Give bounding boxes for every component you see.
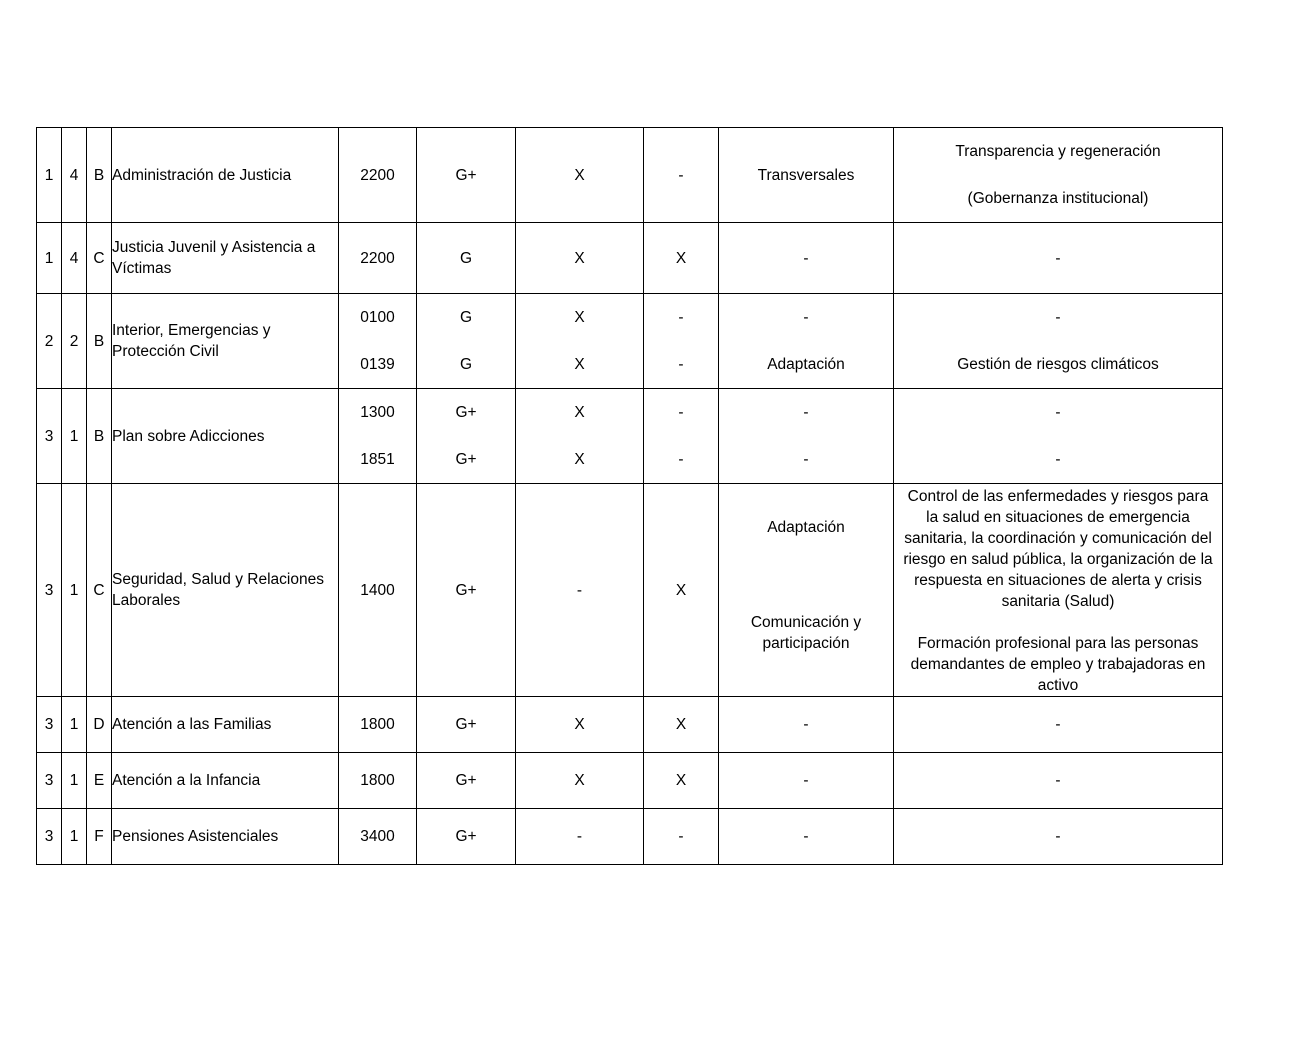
mark-2-cell xyxy=(644,294,719,389)
area-b-cell: - xyxy=(894,809,1223,865)
col-2-cell: 1 xyxy=(62,484,87,697)
code-line: 1851 xyxy=(360,451,395,468)
area-b-cell: - xyxy=(894,753,1223,809)
program-name-cell: Seguridad, Salud y Relaciones Laborales xyxy=(112,484,339,697)
area-b-paragraph-1: Control de las enfermedades y riesgos para la salud en situaciones de emergencia sanitaria, la coordinación y comunicación del riesgo en salud pública, la organización de la respuesta en situaciones de alerta y crisis sanitaria (Salud) xyxy=(903,488,1213,610)
mark-1-line: X xyxy=(574,356,585,373)
col-3-cell: F xyxy=(87,809,112,865)
area-b-cell: - xyxy=(894,697,1223,753)
code-line: 0139 xyxy=(360,356,395,373)
col-2-cell: 4 xyxy=(62,128,87,223)
tag-line: G+ xyxy=(455,451,477,468)
tag-line: G xyxy=(459,309,473,326)
tag-cell xyxy=(417,389,516,484)
tag-cell: G+ xyxy=(417,809,516,865)
mark-1-cell: X xyxy=(516,223,644,294)
area-a-cell: - xyxy=(719,809,894,865)
col-3-cell: E xyxy=(87,753,112,809)
mark-1-cell xyxy=(516,294,644,389)
tag-line: G+ xyxy=(455,404,477,421)
area-a-cell xyxy=(719,389,894,484)
mark-2-cell: - xyxy=(644,128,719,223)
program-name-cell: Plan sobre Adicciones xyxy=(112,389,339,484)
mark-1-cell xyxy=(516,389,644,484)
program-name-cell: Atención a las Familias xyxy=(112,697,339,753)
area-a-cell: - xyxy=(719,697,894,753)
col-2-cell: 4 xyxy=(62,223,87,294)
program-name-cell: Administración de Justicia xyxy=(112,128,339,223)
area-b-paragraph-2: Formación profesional para las personas demandantes de empleo y trabajadoras en activo xyxy=(910,635,1206,694)
col-1-cell: 1 xyxy=(37,223,62,294)
tag-cell: G xyxy=(417,223,516,294)
table-row xyxy=(37,697,1223,753)
col-3-cell: D xyxy=(87,697,112,753)
mark-1-cell: X xyxy=(516,128,644,223)
area-b-line-2: (Gobernanza institucional) xyxy=(967,190,1149,207)
code-line: 1300 xyxy=(360,404,395,421)
mark-1-line: X xyxy=(574,451,585,468)
area-b-cell xyxy=(894,484,1223,697)
tag-line: G xyxy=(459,356,473,373)
mark-2-cell: X xyxy=(644,697,719,753)
area-a-line: - xyxy=(803,309,809,326)
col-3-cell: C xyxy=(87,484,112,697)
mark-2-cell: - xyxy=(644,809,719,865)
mark-2-line: - xyxy=(678,404,684,421)
table-row xyxy=(37,128,1223,223)
area-b-line: Gestión de riesgos climáticos xyxy=(957,356,1159,373)
code-cell: 1800 xyxy=(339,697,417,753)
col-2-cell: 2 xyxy=(62,294,87,389)
code-cell: 3400 xyxy=(339,809,417,865)
area-b-line: - xyxy=(1055,404,1061,421)
col-2-cell: 1 xyxy=(62,809,87,865)
col-1-cell: 1 xyxy=(37,128,62,223)
mark-1-line: X xyxy=(574,309,585,326)
program-name-cell: Atención a la Infancia xyxy=(112,753,339,809)
col-2-cell: 1 xyxy=(62,697,87,753)
tag-cell: G+ xyxy=(417,484,516,697)
area-a-cell xyxy=(719,484,894,697)
table-row xyxy=(37,484,1223,697)
code-cell: 2200 xyxy=(339,223,417,294)
area-a-line-1: Adaptación xyxy=(767,518,845,536)
mark-2-line: - xyxy=(678,451,684,468)
col-1-cell: 3 xyxy=(37,484,62,697)
area-b-line: - xyxy=(1055,451,1061,468)
table-row xyxy=(37,809,1223,865)
program-name-cell: Interior, Emergencias y Protección Civil xyxy=(112,294,339,389)
area-a-line-2: Comunicación y participación xyxy=(750,614,862,652)
mark-2-line: - xyxy=(678,309,684,326)
col-3-cell: B xyxy=(87,294,112,389)
area-a-line: - xyxy=(803,451,809,468)
col-2-cell: 1 xyxy=(62,389,87,484)
area-a-line: - xyxy=(803,404,809,421)
col-3-cell: B xyxy=(87,128,112,223)
mark-2-cell: X xyxy=(644,223,719,294)
col-2-cell: 1 xyxy=(62,753,87,809)
mark-2-cell: X xyxy=(644,753,719,809)
mark-1-cell: X xyxy=(516,753,644,809)
mark-1-cell: - xyxy=(516,809,644,865)
area-a-line: Adaptación xyxy=(767,356,845,373)
table-row xyxy=(37,294,1223,389)
area-b-cell xyxy=(894,389,1223,484)
mark-1-cell: - xyxy=(516,484,644,697)
tag-cell: G+ xyxy=(417,697,516,753)
col-1-cell: 3 xyxy=(37,809,62,865)
col-1-cell: 3 xyxy=(37,753,62,809)
table-row xyxy=(37,389,1223,484)
code-cell xyxy=(339,389,417,484)
mark-1-line: X xyxy=(574,404,585,421)
area-a-cell: - xyxy=(719,753,894,809)
code-cell xyxy=(339,294,417,389)
area-b-cell: - xyxy=(894,223,1223,294)
col-3-cell: C xyxy=(87,223,112,294)
area-a-cell: Transversales xyxy=(719,128,894,223)
area-b-cell xyxy=(894,294,1223,389)
tag-cell: G+ xyxy=(417,128,516,223)
area-a-cell: - xyxy=(719,223,894,294)
area-b-line: - xyxy=(1055,309,1061,326)
area-a-cell xyxy=(719,294,894,389)
table-row xyxy=(37,223,1223,294)
col-1-cell: 3 xyxy=(37,389,62,484)
program-name-cell: Pensiones Asistenciales xyxy=(112,809,339,865)
col-1-cell: 3 xyxy=(37,697,62,753)
mark-2-cell xyxy=(644,389,719,484)
table-row xyxy=(37,753,1223,809)
tag-cell xyxy=(417,294,516,389)
area-b-cell xyxy=(894,128,1223,223)
col-1-cell: 2 xyxy=(37,294,62,389)
program-name-cell: Justicia Juvenil y Asistencia a Víctimas xyxy=(112,223,339,294)
code-line: 0100 xyxy=(360,309,395,326)
mark-2-cell: X xyxy=(644,484,719,697)
area-b-line-1: Transparencia y regeneración xyxy=(955,143,1161,160)
mark-2-line: - xyxy=(678,356,684,373)
tag-cell: G+ xyxy=(417,753,516,809)
code-cell: 1800 xyxy=(339,753,417,809)
mark-1-cell: X xyxy=(516,697,644,753)
code-cell: 1400 xyxy=(339,484,417,697)
col-3-cell: B xyxy=(87,389,112,484)
budget-table xyxy=(36,127,1223,865)
code-cell: 2200 xyxy=(339,128,417,223)
